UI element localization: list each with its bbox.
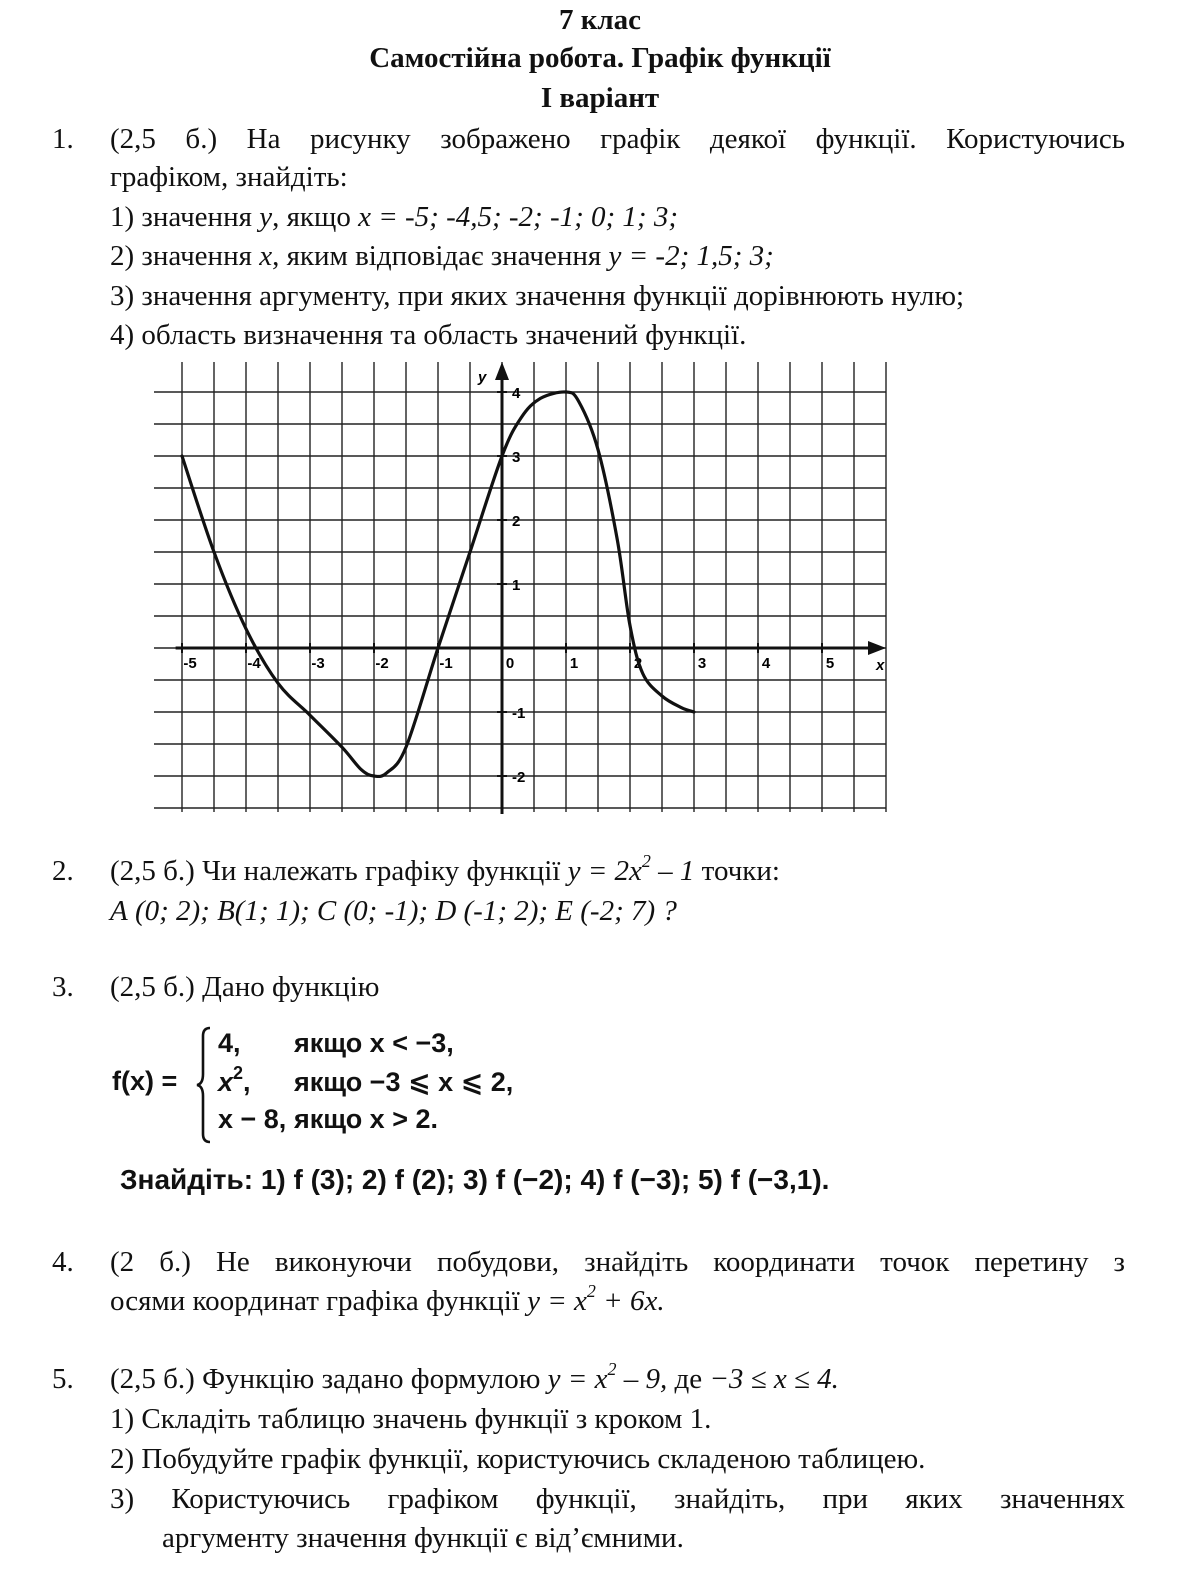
task1-item2-values: у = -2; 1,5; 3;: [608, 240, 774, 272]
grade-heading: 7 клас: [558, 4, 642, 36]
cases-brace: [196, 1026, 212, 1144]
case1-cond: якщо x < −3,: [294, 1028, 454, 1058]
y-tick-label: -1: [512, 705, 526, 722]
task3-number: 3.: [52, 971, 74, 1003]
task2-question: [110, 852, 780, 890]
task1-intro-line1: (2,5 б.) На рисунку зображено графік деякої функції. Користуючись: [110, 123, 1125, 155]
case2-base: x: [218, 1067, 234, 1097]
case3-expr: x − 8,: [218, 1104, 287, 1134]
task5-number: 5.: [52, 1363, 74, 1395]
variant-heading: І варіант: [540, 82, 660, 114]
x-axis-label: x: [876, 657, 885, 674]
case2-cond: якщо −3 ⩽ x ⩽ 2,: [294, 1067, 514, 1097]
task5-formula-tail: – 9,: [616, 1363, 668, 1395]
task2-formula-tail: – 1: [650, 855, 695, 887]
x-tick-label: -2: [375, 655, 389, 672]
case2-expr: [218, 1064, 251, 1100]
task2-text2: точки:: [694, 855, 780, 887]
task5-text1: (2,5 б.) Функцію задано формулою: [110, 1363, 548, 1395]
task5-item3-line1: 3) Користуючись графіком функції, знайдіть, при яких значеннях: [110, 1483, 1125, 1515]
task2-formula-exp: 2: [641, 851, 651, 872]
task1-item1-var: у: [259, 201, 273, 233]
x-tick-label: 5: [825, 655, 835, 672]
task3-text: (2,5 б.) Дано функцію: [110, 971, 380, 1003]
case2-exp: 2: [233, 1063, 244, 1083]
task1-item2-var: х: [259, 240, 273, 272]
x-tick-label: 0: [505, 655, 515, 672]
task1-item2: [110, 237, 774, 275]
x-tick-label: 2: [633, 655, 643, 672]
task3-find: Знайдіть: 1) f (3); 2) f (2); 3) f (−2); 4) f (−3); 5) f (−3,1).: [120, 1164, 830, 1195]
y-tick-label: 3: [512, 449, 521, 466]
task4-formula-base: у = х: [527, 1285, 587, 1317]
task4-line2: [110, 1282, 665, 1320]
task5-item2: 2) Побудуйте графік функції, користуючись складеною таблицею.: [110, 1443, 926, 1475]
task1-item3: 3) значення аргументу, при яких значення функції дорівнюють нулю;: [110, 280, 965, 312]
task1-item2-label: 2) значення: [110, 240, 260, 272]
task5-formula-exp: 2: [607, 1359, 617, 1380]
y-tick-label: 4: [512, 385, 521, 402]
task5-item3-line2: аргументу значення функції є від’ємними.: [162, 1522, 684, 1554]
task4-line1: (2 б.) Не виконуючи побудови, знайдіть координати точок перетину з: [110, 1246, 1125, 1278]
task4-formula-exp: 2: [586, 1281, 596, 1302]
x-tick-label: 4: [761, 655, 771, 672]
task2-points: [110, 892, 677, 930]
x-axis-arrow: [868, 641, 886, 655]
y-axis-arrow: [495, 362, 509, 380]
task5-item1: 1) Складіть таблицю значень функції з кроком 1.: [110, 1403, 712, 1435]
x-tick-label: -3: [311, 655, 325, 672]
y-axis-label: y: [478, 369, 487, 386]
task1-item1-mid: , якщо: [272, 201, 359, 233]
task3-fx: f(x) =: [112, 1066, 178, 1096]
task1-intro-line2: графіком, знайдіть:: [110, 161, 348, 193]
task2-text1: (2,5 б.) Чи належать графіку функції: [110, 855, 568, 887]
x-tick-label: -5: [183, 655, 197, 672]
x-tick-label: 1: [569, 655, 579, 672]
task2-formula-base: у = 2х: [567, 855, 642, 887]
task1-item1: [110, 198, 678, 236]
task2-number: 2.: [52, 855, 74, 887]
task1-item2-mid: , яким відповідає значення: [272, 240, 609, 272]
task4-number: 4.: [52, 1246, 74, 1278]
x-tick-label: -4: [247, 655, 261, 672]
task1-item4: 4) область визначення та область значений функції.: [110, 319, 747, 351]
task2-points-text: А (0; 2); В(1; 1); С (0; -1); D (-1; 2); Е (-2; 7) ?: [110, 895, 677, 927]
x-tick-label: -1: [439, 655, 453, 672]
task1-item1-values: х = -5; -4,5; -2; -1; 0; 1; 3;: [358, 201, 678, 233]
y-tick-label: 1: [512, 577, 521, 594]
task5-statement: [110, 1360, 839, 1398]
case2-comma: ,: [243, 1067, 251, 1097]
function-graph: [150, 358, 890, 816]
page-title: Самостійна робота. Графік функції: [369, 42, 831, 74]
task1-item1-label: 1) значення: [110, 201, 260, 233]
task4-formula-tail: + 6х.: [595, 1285, 665, 1317]
task5-text2: де: [667, 1363, 710, 1395]
task1-number: 1.: [52, 123, 74, 155]
task4-line2-text: осями координат графіка функції: [110, 1285, 528, 1317]
case1-expr: 4,: [218, 1028, 241, 1058]
y-tick-label: -2: [512, 769, 526, 786]
task5-range: −3 ≤ х ≤ 4.: [709, 1363, 839, 1395]
x-tick-label: 3: [697, 655, 707, 672]
graph-axes: [176, 362, 886, 814]
task5-formula-base: у = х: [547, 1363, 608, 1395]
y-tick-label: 2: [512, 513, 521, 530]
case3-cond: якщо x > 2.: [294, 1104, 438, 1134]
